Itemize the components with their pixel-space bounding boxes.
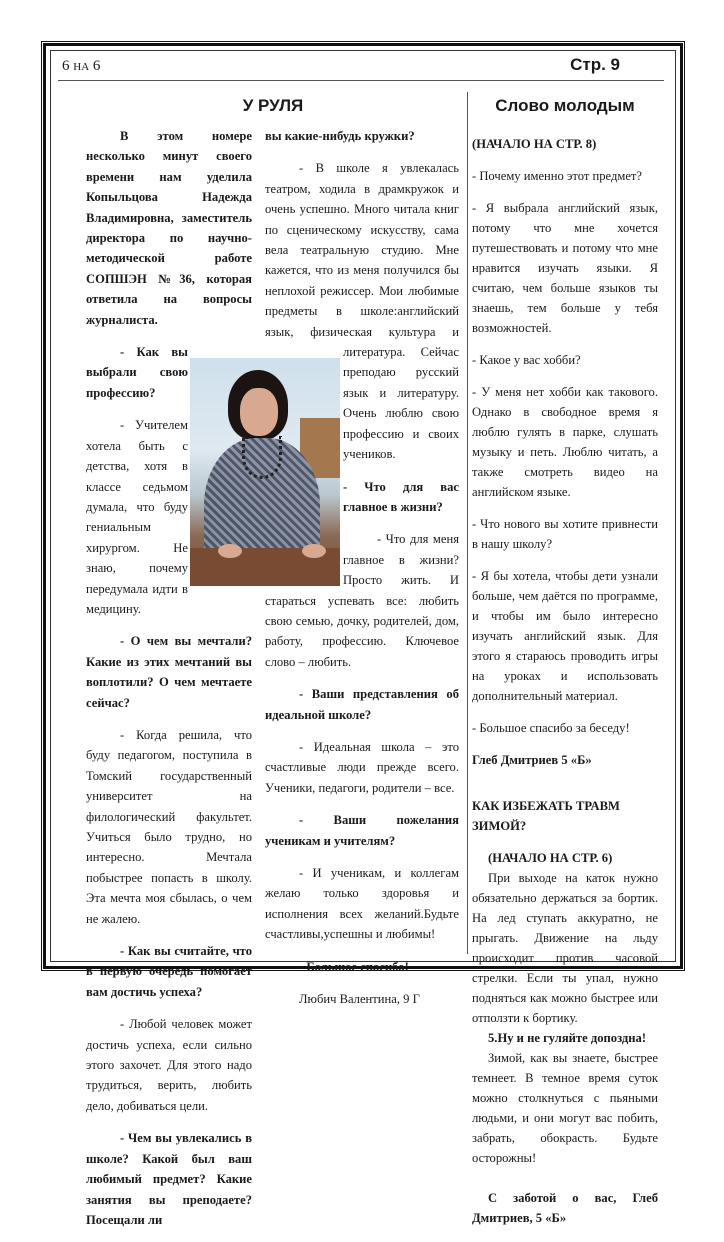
header-divider — [58, 80, 664, 81]
question: - Ваши представления об идеальной школе? — [265, 687, 459, 722]
question: - Что для вас главное в жизни? — [343, 479, 459, 514]
column-divider — [467, 92, 468, 954]
page-number: Стр. 9 — [570, 55, 620, 74]
question: - Чем вы увлекались в школе? Какой был ваш любимый предмет? Какие занятия вы преподаете? Посещали ли — [86, 1131, 252, 1227]
left-article-title: У РУЛЯ — [242, 96, 304, 115]
answer: - Я бы хотела, чтобы дети узнали больше, чем даётся по программе, и чтобы им было интересно изучать английский язык. Для этого я стараюсь проводить игры на уроках и использовать дополнительный материал. — [472, 569, 658, 703]
signature: Любич Валентина, 9 Г — [299, 992, 420, 1007]
issue-label — [62, 58, 100, 75]
question: - Как вы считайте, что в первую очередь помогает вам достичь успеха? — [86, 944, 252, 999]
answer: - Что для меня главное в жизни? Просто жить. И стараться успевать все: любить свою семью, дочку, родителей, дом, работу, профессию. Ключевое слово – любить. — [265, 532, 459, 669]
right-column-title: Слово молодым — [495, 96, 635, 115]
question: - Ваши пожелания ученикам и учителям? — [265, 813, 459, 848]
right-column — [472, 134, 658, 1240]
issue-num-total: 6 — [92, 58, 101, 74]
answer: - И ученикам, и коллегам желаю только здоровья и исполнения всех желаний.Будьте счастливы,успешны и любимы! — [265, 866, 459, 942]
answer: - Я выбрала английский язык, потому что мне хочется путешествовать и потому что мне нравится изучать языки. Я считаю, чем больше языков ты знаешь, тем больше у тебя возможностей. — [472, 201, 658, 335]
question: - Почему именно этот предмет? — [472, 169, 643, 183]
question-continued: вы какие-нибудь кружки? — [265, 129, 415, 143]
intro: В этом номере несколько минут своего времени нам уделила Копыльцова Надежда Владимировна, заместитель директора по научно-методической работе СОПШЭН №36, которая ответила на вопросы журналиста. — [86, 129, 252, 327]
question: - Большое спасибо! — [299, 959, 409, 974]
answer: - Любой человек может достичь успеха, если сильно этого захочет. Для этого надо трудиться, верить, любить дело, добиваться цели. — [86, 1017, 252, 1113]
answer: - У меня нет хобби как такового. Однако в свободное время я люблю гулять в парке, слушать музыку и петь. Люблю читать, а также смотреть видео на английском языке. — [472, 385, 658, 499]
question: - Какое у вас хобби? — [472, 353, 581, 367]
issue-num: 6 — [62, 58, 70, 74]
answer: - Идеальная школа – это счастливые люди прежде всего. Ученики, педагоги, родители – все. — [265, 739, 459, 795]
thanks: - Большое спасибо за беседу! — [472, 721, 630, 735]
article-signature: С заботой о вас, Глеб Дмитриев, 5 «Б» — [472, 1191, 658, 1225]
continued-note: (НАЧАЛО НА СТР. 6) — [488, 851, 613, 865]
signature: Глеб Дмитриев 5 «Б» — [472, 753, 592, 767]
answer: - Учителем хотела быть с детства, хотя в классе седьмом думала, что буду гениальным хирургом. Не знаю, почему передумала идти в медицину. — [86, 418, 188, 616]
article-paragraph: При выходе на каток нужно обязательно держаться за бортик. На лед ступать аккуратно, не прыгать. Движение на льду происходит против часовой стрелки. Если ты упал, нужно подняться как можно быстрее или отползти к бортику. — [472, 871, 658, 1025]
article-paragraph: Зимой, как вы знаете, быстрее темнеет. В темное время суток можно столкнуться с пьяными людьми, и они могут вас побить, забрать, обокрасть. Будьте осторожны! — [472, 1051, 658, 1165]
question: - О чем вы мечтали? Какие из этих мечтаний вы воплотили? О чем мечтаете сейчас? — [86, 634, 252, 710]
issue-na: НА — [73, 61, 90, 73]
portrait-photo — [190, 358, 340, 586]
article-subheading: 5.Ну и не гуляйте допоздна! — [488, 1031, 647, 1045]
left-article-column-1 — [86, 126, 252, 1242]
article-title: КАК ИЗБЕЖАТЬ ТРАВМ ЗИМОЙ? — [472, 799, 620, 833]
question: - Что нового вы хотите привнести в нашу школу? — [472, 517, 658, 551]
continued-note: (НАЧАЛО НА СТР. 8) — [472, 137, 597, 151]
answer: - Когда решила, что буду педагогом, поступила в Томский государственный университет на филологический факультет. Учиться было трудно, но интересно. Мечтала побыстрее попасть в школу. Эта мечта моя сбылась, о чем не жалею. — [86, 727, 252, 926]
answer: - В школе я увлекалась театром, ходила в драмкружок и очень успешно. Много читала книг по сценическому искусству, сама вела театральную студию. Мне кажется, что из меня получился бы неплохой режиссер. Мои любимые предметы в школе:английский язык, физическая культура и литература. Сейчас преподаю русский язык и литературу. Очень люблю свою профессию и своих учеников. — [265, 161, 459, 462]
question: - Как вы выбрали свою профессию? — [86, 345, 188, 400]
